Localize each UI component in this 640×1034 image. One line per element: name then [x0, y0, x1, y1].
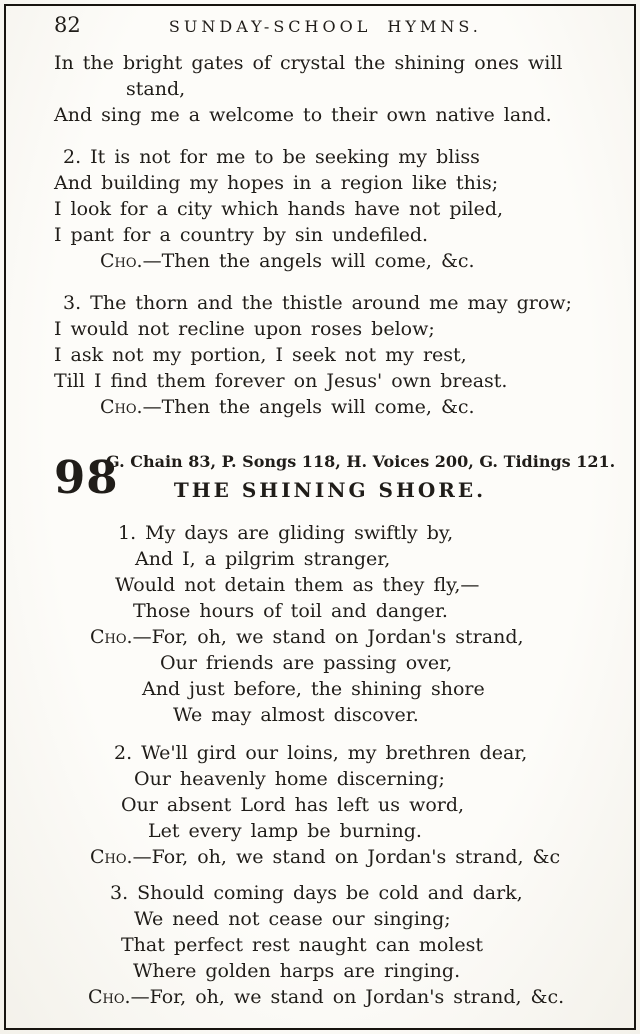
hymn-line: 3. The thorn and the thistle around me may grow;: [63, 292, 572, 314]
hymn-line: I ask not my portion, I seek not my rest,: [54, 344, 467, 366]
chorus-label: Cho.: [90, 846, 133, 868]
page-number: 82: [54, 13, 81, 37]
hymn-line: I would not recline upon roses below;: [54, 318, 435, 340]
chorus-line: [90, 844, 606, 870]
page-content: [54, 50, 616, 1010]
hymn-line: Let every lamp be burning.: [148, 820, 422, 842]
hymn-line: stand,: [126, 78, 186, 100]
chorus-label: Cho.: [100, 250, 143, 272]
chorus-label: Cho.: [100, 396, 143, 418]
hymn-number: 98: [54, 451, 119, 504]
hymn-line: In the bright gates of crystal the shining ones will: [54, 52, 563, 74]
chorus-label: Cho.: [90, 626, 133, 648]
chorus-line: Our friends are passing over,: [160, 652, 453, 674]
hymn-98-header: [54, 450, 616, 506]
hymn-title: THE SHINING SHORE.: [173, 478, 487, 502]
hymn-line: Where golden harps are ringing.: [133, 960, 461, 982]
chorus-line: [100, 248, 606, 274]
hymn-line: I pant for a country by sin undefiled.: [54, 224, 429, 246]
hymn-line: That perfect rest naught can molest: [121, 934, 484, 956]
hymn-line: Our heavenly home discerning;: [134, 768, 445, 790]
chorus-line: [88, 984, 606, 1010]
chorus-line: We may almost discover.: [173, 704, 419, 726]
hymn-line: Would not detain them as they fly,—: [115, 574, 480, 596]
chorus-line: [90, 624, 606, 650]
chorus-text: —For, oh, we stand on Jordan's strand, &c.: [130, 986, 565, 1008]
hymn-line: And I, a pilgrim stranger,: [135, 548, 391, 570]
chorus-text: —Then the angels will come, &c.: [142, 396, 475, 418]
hymn-line: Till I find them forever on Jesus' own breast.: [54, 370, 508, 392]
hymn-line: I look for a city which hands have not piled,: [54, 198, 504, 220]
chorus-line: [100, 394, 606, 420]
hymn-line: 2. We'll gird our loins, my brethren dear,: [114, 742, 528, 764]
running-header: [54, 13, 600, 37]
tune-references: G. Chain 83, P. Songs 118, H. Voices 200, G. Tidings 121.: [106, 452, 616, 471]
hymn-line: And building my hopes in a region like this;: [54, 172, 499, 194]
hymn-line: We need not cease our singing;: [134, 908, 451, 930]
hymn-line: And sing me a welcome to their own native land.: [54, 104, 552, 126]
chorus-text: —For, oh, we stand on Jordan's strand, &c: [132, 846, 561, 868]
chorus-text: —Then the angels will come, &c.: [142, 250, 475, 272]
book-title: SUNDAY-SCHOOL HYMNS.: [168, 17, 482, 36]
hymn-line: 2. It is not for me to be seeking my bliss: [63, 146, 480, 168]
hymn-line: Those hours of toil and danger.: [133, 600, 448, 622]
hymn-line: Our absent Lord has left us word,: [121, 794, 465, 816]
chorus-text: —For, oh, we stand on Jordan's strand,: [132, 626, 524, 648]
chorus-line: And just before, the shining shore: [142, 678, 485, 700]
chorus-label: Cho.: [88, 986, 131, 1008]
hymn-line: 3. Should coming days be cold and dark,: [110, 882, 523, 904]
hymn-line: 1. My days are gliding swiftly by,: [118, 522, 454, 544]
